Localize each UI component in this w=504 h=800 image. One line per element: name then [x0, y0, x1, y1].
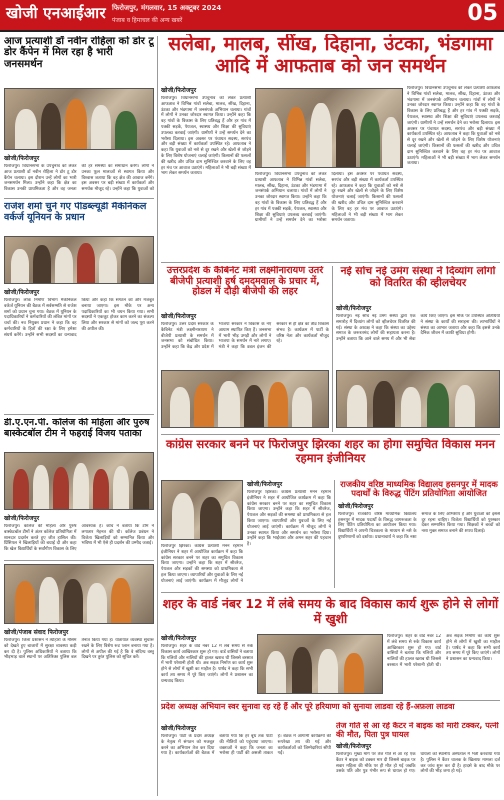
- protest-photo: [4, 564, 154, 624]
- headline: तेज गति से आ रहे कैंटर ने बाइक को मारी टक्कर, पत्नी की मौत, पिता पुत्र घायल: [336, 722, 499, 739]
- page-number: 05: [467, 1, 498, 26]
- lead-body-c: फिरोजपुर। विधानसभा उपचुनाव को लेकर प्रत्याशी आफताब ने विभिन्न गांवों सलेबा, मालब, सींख, दिहाना, उंटका और भंडगामा में जनसंपर्क अभियान चलाया। गांवों में लोगों ने उनका जोरदार स्वागत किया। उन्होंने कहा कि वह गांवों के विकास के लिए प्रतिबद्ध हैं और हर गांव में पक्की सड़कें, पेयजल, स्वास्थ्य और शिक्षा की सुविधाएं उपलब्ध करवाई जाएंगी। ग्रामीणों ने उन्हें समर्थन देने का भरोसा दिलाया। इस अवसर पर पंचायत सदस्य, सरपंच और बड़ी संख्या में कार्यकर्ता उपस्थित रहे। आफताब ने कहा कि युवाओं को नशे से दूर रखने और खेलों से जोड़ने के लिए विशेष योजनाएं चलाई जाएंगी। किसानों की फसलों की खरीद और उचित दाम सुनिश्चित करवाने के लिए वह हर मंच पर आवाज उठाएंगे। महिलाओं ने भी बड़ी संख्या में भाग लेकर समर्थन जताया।: [407, 86, 500, 167]
- story-body: फिरोजपुर। उत्तर प्रदेश सरकार के कैबिनेट मंत्री लक्ष्मीनारायण ने बीजेपी प्रत्याशी के समर्थन में जनसभा को संबोधित किया। उन्होंने कहा कि केंद्र और प्रदेश में भाजपा सरकार ने विकास के नए आयाम स्थापित किए हैं। जनसभा में भारी भीड़ उमड़ी और लोगों ने भाजपा के समर्थन में नारे लगाए। मंत्री ने कहा कि डबल इंजन की सरकार से ही क्षेत्र का तीव्र विकास संभव है। कार्यक्रम में पार्टी के वरिष्ठ नेता और कार्यकर्ता मौजूद रहे।: [161, 322, 329, 351]
- byline: खोजी/फिरोजपुर: [161, 635, 197, 642]
- divider: [161, 592, 500, 593]
- story-ward-12: [161, 596, 500, 632]
- byline: खोजी/फिरोजपुर: [161, 87, 197, 94]
- story-body: फिरोजपुर। पार्टी के प्रदेश अध्यक्ष के नेतृत्व में संगठन को मजबूत करने का अभियान तेज कर दिया गया है। कार्यकर्ताओं की बैठक में बताया गया कि हर बूथ तक पार्टी की नीतियों को पहुंचाया जाएगा। वक्ताओं ने कहा कि जनता का भरोसा ही पार्टी की असली ताकत है। बैठक में आगामी कार्यक्रमों की रूपरेखा तय की गई और कार्यकर्ताओं को जिम्मेदारियां सौंपी गईं।: [161, 734, 331, 757]
- byline: खोजी/फिरोजपुर: [247, 481, 283, 488]
- byline: खोजी/फिरोजपुर: [161, 725, 197, 732]
- headline: राजेश शर्मा चुने गए पीडब्ल्यूडी मैकेनिकल वर्कर्ज यूनियन के प्रधान: [4, 202, 147, 223]
- story-bottom-left: [4, 564, 154, 796]
- story-body-cont: फिरोजपुर। शहर के वार्ड नंबर 12 में लंबे समय से रुके विकास कार्य आखिरकार शुरू हो गए। वार्ड वासियों ने बताया कि गलियों और नालियों की हालत खराब थी जिससे बरसात में भारी परेशानी होती थी। अब सड़क निर्माण का कार्य शुरू होने से लोगों में खुशी का माहौल है। पार्षद ने कहा कि सभी कार्य तय समय में पूरे किए जाएंगे। लोगों ने प्रशासन का धन्यवाद किया।: [387, 634, 500, 668]
- byline: खोजी/फिरोजपुर: [336, 305, 372, 312]
- ward-photo: [257, 634, 383, 694]
- masthead-rule: [0, 30, 504, 32]
- congress-photo: [161, 480, 243, 540]
- story-accident: [336, 722, 500, 796]
- byline: खोजी/फिरोजपुर: [4, 289, 40, 296]
- divider: [4, 560, 154, 561]
- column-divider: [332, 266, 333, 432]
- byline: खोजी/फिरोजपुर: [4, 515, 40, 522]
- story-body: फिरोजपुर। राजकीय वरिष्ठ माध्यमिक विद्यालय हसनपुर में मादक पदार्थों के विरुद्ध जागरूकता के लिए पेंटिंग प्रतियोगिता का आयोजन किया गया। विद्यार्थियों ने अपनी चित्रकला के माध्यम से नशे के दुष्परिणामों को दर्शाया। प्रधानाचार्य ने कहा कि नशा समाज के लिए अभिशाप है और युवाओं को इससे दूर रहना चाहिए। विजेता विद्यार्थियों को पुरस्कार देकर सम्मानित किया गया। शिक्षकों ने बच्चों को नशा मुक्त समाज बनाने की शपथ दिलाई।: [338, 511, 500, 540]
- divider: [161, 262, 500, 263]
- story-ward-12-body: [161, 634, 500, 698]
- story-body: फिरोजपुर। कॉलेज की महिला और पुरुष बास्केटबॉल टीमों ने अंतर कॉलेज प्रतियोगिता में शानदार प्रदर्शन करते हुए जीत हासिल की। प्रिंसिपल ने खिलाड़ियों को बधाई दी और कहा कि खेल विद्यार्थियों के सर्वांगीण विकास के लिए आवश्यक हैं। कोच ने बताया कि टीम ने लगातार मेहनत की थी। कॉलेज प्रबंधन ने विजेता खिलाड़ियों को सम्मानित किया और भविष्य में भी ऐसे ही प्रदर्शन की उम्मीद जताई।: [4, 524, 154, 553]
- story-wheelchair: [336, 266, 500, 432]
- story-up-minister: [161, 266, 329, 432]
- lead-story: [161, 34, 500, 260]
- divider: [161, 434, 500, 435]
- story-naveen-rohila: [4, 36, 154, 196]
- rally-photo: [161, 370, 329, 428]
- column-divider: [157, 36, 158, 796]
- story-rajesh-sharma: [4, 202, 154, 412]
- divider: [4, 198, 154, 199]
- byline: खोजी/फिरोजपुर: [336, 742, 372, 750]
- byline: खोजी/पंजाब संवाद फिरोजपुर: [4, 629, 69, 636]
- union-photo: [4, 236, 154, 284]
- byline: खोजी/फिरोजपुर: [338, 502, 374, 510]
- headline: आज प्रत्याशी डॉ नवीन रोहिला को डोर टू डोर कैंपेन में मिल रहा है भारी जनसमर्थन: [4, 36, 154, 70]
- dateline: फिरोजपुर, मंगलवार, 15 अक्टूबर 2024: [112, 4, 222, 12]
- headline: कांग्रेस सरकार बनने पर फिरोजपुर झिरका शहर का होगा समुचित विकास मनन रहमान इंजीनियर: [166, 438, 495, 465]
- headline: शहर के वार्ड नंबर 12 में लंबे समय के बाद विकास कार्य शुरू होने से लोगों में खुशी: [162, 596, 499, 627]
- team-photo: [4, 452, 154, 510]
- newspaper-brand: खोजी एनआईआर: [6, 4, 106, 22]
- story-body: फिरोजपुर। जिला प्रशासन ने त्योहारों के मौसम को देखते हुए बाजारों में सुरक्षा व्यवस्था कड़ी कर दी है। पुलिस अधिकारियों ने बताया कि भीड़भाड़ वाले स्थानों पर अतिरिक्त पुलिस बल तैनात किया गया है। यातायात व्यवस्था सुचारू रखने के लिए विशेष रूट प्लान बनाया गया है। लोगों से अपील की गई है कि वे संदिग्ध वस्तु दिखने पर तुरंत पुलिस को सूचित करें।: [4, 638, 154, 661]
- byline: खोजी/फिरोजपुर: [161, 313, 197, 320]
- story-body-cont: फिरोजपुर झिरका। कांग्रेस प्रत्याशी मनन रहमान इंजीनियर ने शहर में आयोजित कार्यक्रम में कहा कि कांग्रेस सरकार बनने पर शहर का समुचित विकास किया जाएगा। उन्होंने कहा कि शहर में सीवरेज, पेयजल और सड़कों की समस्या को प्राथमिकता से हल किया जाएगा। व्यापारियों और युवाओं के लिए नई योजनाएं लाई जाएंगी। कार्यक्रम में मौजूद लोगों ने: [161, 544, 243, 584]
- story-body: फिरोजपुर। लोक निर्माण विभाग मैकेनिकल वर्कर्ज यूनियन की बैठक में सर्वसम्मति से राजेश शर्मा को प्रधान चुना गया। बैठक में यूनियन के पदाधिकारियों ने कर्मचारियों की लंबित मांगों पर चर्चा की। नव नियुक्त प्रधान ने कहा कि वह कर्मचारियों के हितों की रक्षा के लिए हमेशा संघर्ष करेंगे। उन्होंने सभी सदस्यों का धन्यवाद किया और कहा कि संगठन को और मजबूत बनाया जाएगा। इस मौके पर अन्य पदाधिकारियों का भी चयन किया गया। सभी सदस्यों ने एकजुट होकर काम करने का संकल्प लिया और सरकार से मांगों को जल्द पूरा करने की अपील की।: [4, 298, 154, 338]
- lead-body-b: फिरोजपुर। विधानसभा उपचुनाव को लेकर प्रत्याशी आफताब ने विभिन्न गांवों सलेबा, मालब, सींख, दिहाना, उंटका और भंडगामा में जनसंपर्क अभियान चलाया। गांवों में लोगों ने उनका जोरदार स्वागत किया। उन्होंने कहा कि वह गांवों के विकास के लिए प्रतिबद्ध हैं और हर गांव में पक्की सड़कें, पेयजल, स्वास्थ्य और शिक्षा की सुविधाएं उपलब्ध करवाई जाएंगी। ग्रामीणों ने उन्हें समर्थन देने का भरोसा दिलाया। इस अवसर पर पंचायत सदस्य, सरपंच और बड़ी संख्या में कार्यकर्ता उपस्थित रहे। आफताब ने कहा कि युवाओं को नशे से दूर रखने और खेलों से जोड़ने के लिए विशेष योजनाएं चलाई जाएंगी। किसानों की फसलों की खरीद और उचित दाम सुनिश्चित करवाने के लिए वह हर मंच पर आवाज उठाएंगे। महिलाओं ने भी बड़ी संख्या में भाग लेकर समर्थन जताया।: [255, 172, 403, 224]
- headline: राजकीय वरिष्ठ माध्यमिक विद्यालय हसनपुर में मादक पदार्थों के विरुद्ध पेंटिंग प्रतियोगिता आयोजित: [340, 479, 498, 499]
- column-divider: [334, 480, 335, 588]
- divider: [161, 700, 500, 701]
- story-congress-body: [161, 480, 331, 588]
- headline: उत्तरप्रदेश के कैबिनेट मंत्री लक्ष्मीनारायण उतरे बीजेपी प्रत्याशी हर्ष दमदमवाल के प्रचार में, होडल में दौड़ी बीजेपी की लहर: [166, 266, 324, 298]
- story-body: फिरोजपुर। शहर के वार्ड नंबर 12 में लंबे समय से रुके विकास कार्य आखिरकार शुरू हो गए। वार्ड वासियों ने बताया कि गलियों और नालियों की हालत खराब थी जिससे बरसात में भारी परेशानी होती थी। अब सड़क निर्माण का कार्य शुरू होने से लोगों में खुशी का माहौल है। पार्षद ने कहा कि सभी कार्य तय समय में पूरे किए जाएंगे। लोगों ने प्रशासन का धन्यवाद किया।: [161, 644, 253, 684]
- story-basketball: [4, 418, 154, 558]
- campaign-photo-main: [255, 88, 403, 168]
- story-body: फिरोजपुर झिरका। कांग्रेस प्रत्याशी मनन रहमान इंजीनियर ने शहर में आयोजित कार्यक्रम में कहा कि कांग्रेस सरकार बनने पर शहर का समुचित विकास किया जाएगा। उन्होंने कहा कि शहर में सीवरेज, पेयजल और सड़कों की समस्या को प्राथमिकता से हल किया जाएगा। व्यापारियों और युवाओं के लिए नई योजनाएं लाई जाएंगी। कार्यक्रम में मौजूद लोगों ने उनका स्वागत किया और समर्थन का भरोसा दिया। उन्होंने कहा कि भाईचारा और अमन शहर की पहचान है।: [247, 490, 331, 548]
- story-school-painting: [338, 438, 500, 594]
- headline: नई सोच नई उमंग संस्था ने दिव्यांग लोगों को वितरित की व्हीलचेयर: [340, 266, 496, 289]
- subline: पंजाब व हिमाचल की अन्य खबरें: [112, 17, 183, 24]
- masthead: [0, 0, 504, 30]
- story-body: फिरोजपुर। विधानसभा के उपचुनाव को लेकर आज प्रत्याशी डॉ नवीन रोहिला ने डोर टू डोर कैंपेन चलाया। इस दौरान उन्हें लोगों का भारी जनसमर्थन मिला। उन्होंने कहा कि क्षेत्र का विकास उनकी प्राथमिकता है और वह जनता की हर समस्या का समाधान करेंगे। लोगों ने उनका फूल मालाओं से स्वागत किया और विश्वास जताया कि वह क्षेत्र की आवाज बनेंगे। इस अवसर पर बड़ी संख्या में कार्यकर्ता और समर्थक मौजूद रहे। उन्होंने कहा कि युवाओं को: [4, 164, 154, 193]
- story-body: फिरोजपुर। मुख्य मार्ग पर तेज गति से आ रहे एक कैंटर ने बाइक को टक्कर मार दी जिससे बाइक पर सवार महिला की मौके पर ही मौत हो गई जबकि उसके पति और पुत्र गंभीर रूप से घायल हो गए। घायलों को स्थानीय अस्पताल में भर्ती करवाया गया है। पुलिस ने कैंटर चालक के खिलाफ मामला दर्ज कर जांच शुरू कर दी है। हादसे के बाद मौके पर लोगों की भीड़ जमा हो गई।: [336, 751, 500, 775]
- headline: प्रदेश अध्यक्ष अभियान स्वर सुनावा रह रहे हैं और पूरे हरियाणा को सुनाया लाडवा रहे हैं-अफ़ला लाडवा: [161, 702, 455, 711]
- lead-headline: सलेबा, मालब, सींख, दिहाना, उंटका, भंडगामा आदि में आफताब को जन समर्थन: [168, 34, 493, 77]
- lead-body-a: फिरोजपुर। विधानसभा उपचुनाव को लेकर प्रत्याशी आफताब ने विभिन्न गांवों सलेबा, मालब, सींख, दिहाना, उंटका और भंडगामा में जनसंपर्क अभियान चलाया। गांवों में लोगों ने उनका जोरदार स्वागत किया। उन्होंने कहा कि वह गांवों के विकास के लिए प्रतिबद्ध हैं और हर गांव में पक्की सड़कें, पेयजल, स्वास्थ्य और शिक्षा की सुविधाएं उपलब्ध करवाई जाएंगी। ग्रामीणों ने उन्हें समर्थन देने का भरोसा दिलाया। इस अवसर पर पंचायत सदस्य, सरपंच और बड़ी संख्या में कार्यकर्ता उपस्थित रहे। आफताब ने कहा कि युवाओं को नशे से दूर रखने और खेलों से जोड़ने के लिए विशेष योजनाएं चलाई जाएंगी। किसानों की फसलों की खरीद और उचित दाम सुनिश्चित करवाने के लिए वह हर मंच पर आवाज उठाएंगे। महिलाओं ने भी बड़ी संख्या में भाग लेकर समर्थन जताया।: [161, 96, 251, 177]
- wheelchair-photo: [336, 370, 500, 428]
- byline: खोजी/फिरोजपुर: [4, 155, 40, 162]
- headline: डी.ए.एन.पी. कॉलेज की महिला और पुरुष बास्केटबॉल टीम ने फहराई विजय पताका: [4, 418, 150, 439]
- divider: [4, 414, 154, 415]
- story-body: फिरोजपुर। नई सोच नई उमंग संस्था द्वारा एक समारोह में दिव्यांग लोगों को व्हीलचेयर वितरित की गई। संस्था के अध्यक्ष ने कहा कि संस्था का उद्देश्य समाज के जरूरतमंद लोगों की सहायता करना है। उन्होंने बताया कि आने वाले समय में और भी सेवा कार्य किए जाएंगे। इस मौके पर उपस्थित अतिथियों ने संस्था के कार्यों की सराहना की। लाभार्थियों ने संस्था का आभार जताया और कहा कि इससे उनके दैनिक जीवन में काफी सुविधा होगी।: [336, 314, 500, 343]
- candidate-photo: [4, 88, 154, 150]
